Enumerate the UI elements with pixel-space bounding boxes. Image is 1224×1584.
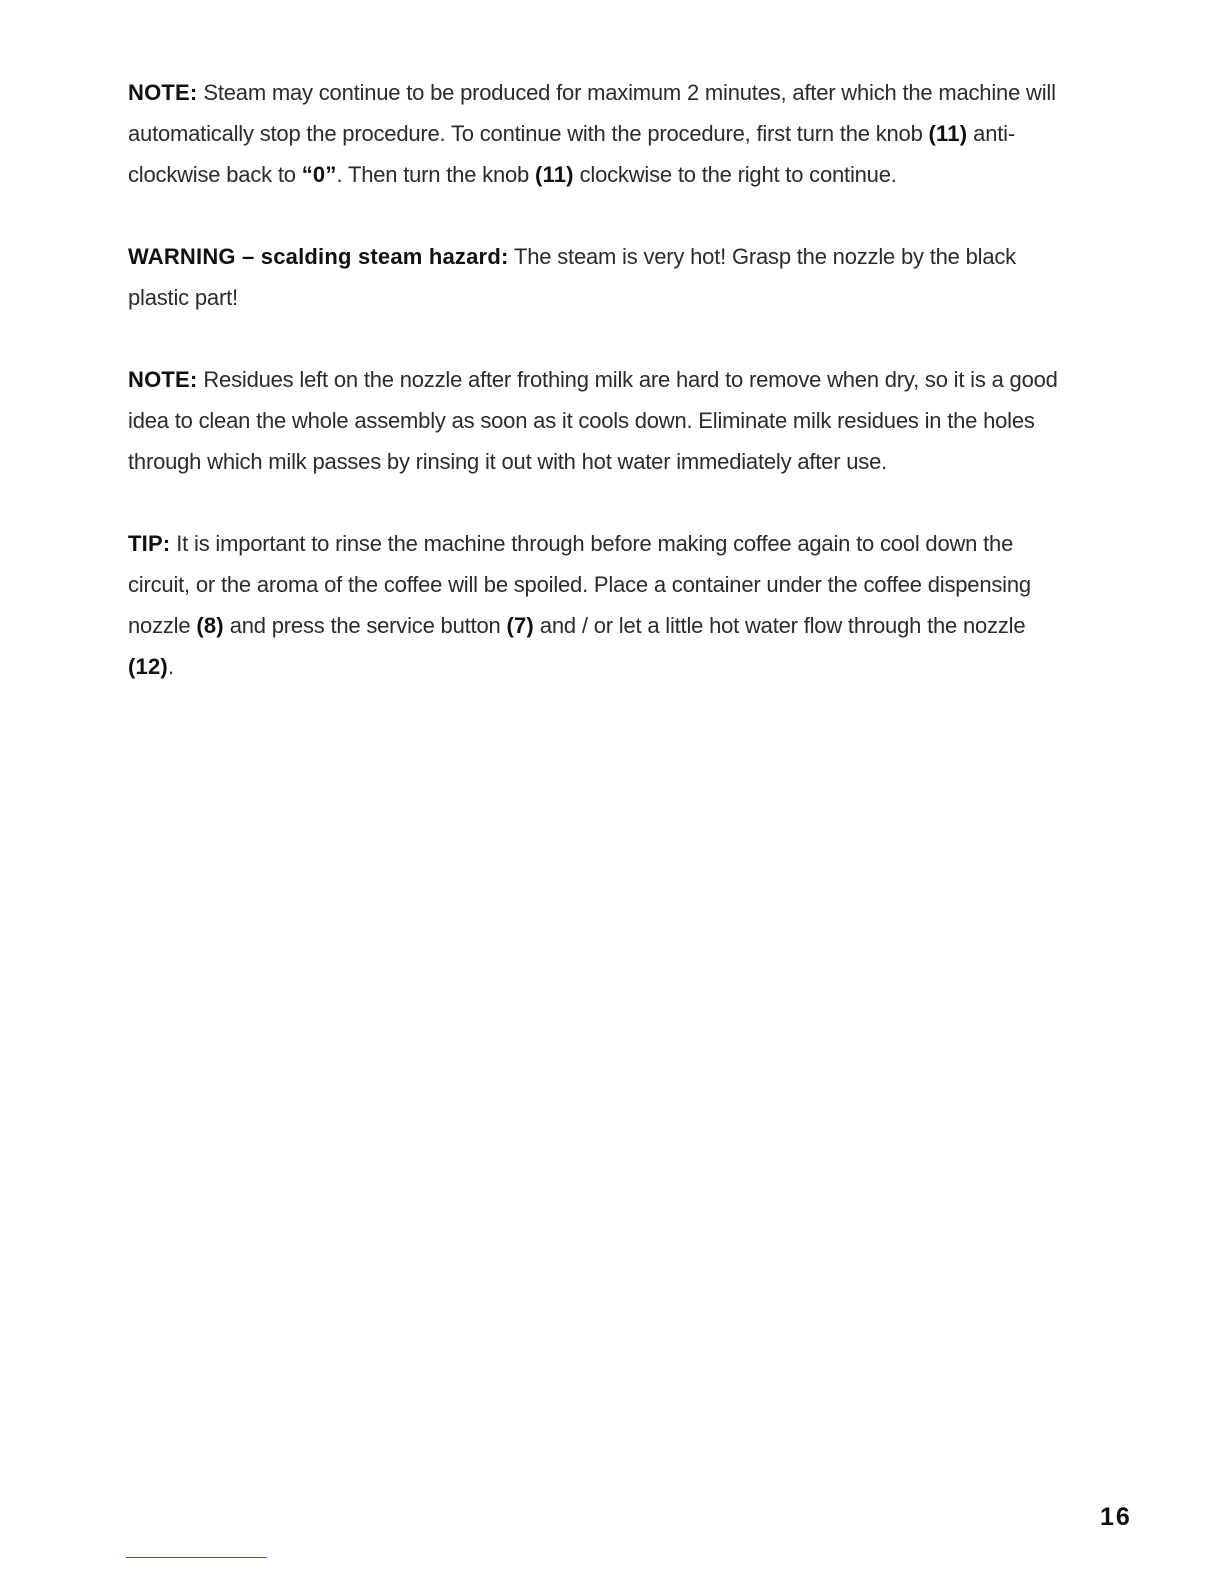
tip-text: It is important to rinse the machine through before making coffee again to cool down the circuit, or the aroma of the coffee will be spoiled. Place a container under the coffee dispensing nozzle	[128, 531, 1031, 638]
nozzle-reference: (8)	[196, 613, 224, 638]
note-text: Residues left on the nozzle after frothing milk are hard to remove when dry, so it is a good idea to clean the whole assembly as soon as it cools down. Eliminate milk residues in the holes through which milk passes by rinsing it out with hot water immediately after use.	[128, 367, 1058, 474]
warning-label: WARNING – scalding steam hazard:	[128, 244, 509, 269]
page-number: 16	[1100, 1503, 1132, 1531]
nozzle-reference: (12)	[128, 654, 168, 679]
service-button-reference: (7)	[506, 613, 534, 638]
tip-text: .	[167, 654, 174, 679]
note-text: Steam may continue to be produced for maximum 2 minutes, after which the machine will automatically stop the procedure. To continue with the procedure, first turn the knob	[128, 80, 1056, 146]
document-body	[128, 72, 1068, 728]
note-text: clockwise to the right to continue.	[573, 162, 897, 187]
warning-text: The steam is very hot! Grasp the nozzle by the black plastic part!	[128, 244, 1016, 310]
note-text: . Then turn the knob	[336, 162, 535, 187]
zero-position-reference: “0”	[301, 162, 337, 187]
warning-scalding-steam	[128, 236, 1068, 318]
note-nozzle-residues	[128, 359, 1068, 482]
knob-reference: (11)	[928, 121, 968, 146]
note-label: NOTE:	[128, 80, 198, 105]
tip-label: TIP:	[128, 531, 171, 556]
tip-text: and / or let a little hot water flow through the nozzle	[533, 613, 1026, 638]
note-steam-duration	[128, 72, 1068, 195]
tip-rinse-machine	[128, 523, 1068, 687]
knob-reference: (11)	[534, 162, 574, 187]
footer-divider	[126, 1557, 267, 1558]
tip-text: and press the service button	[223, 613, 507, 638]
note-text: anti-clockwise back to	[128, 121, 1015, 187]
note-label: NOTE:	[128, 367, 198, 392]
